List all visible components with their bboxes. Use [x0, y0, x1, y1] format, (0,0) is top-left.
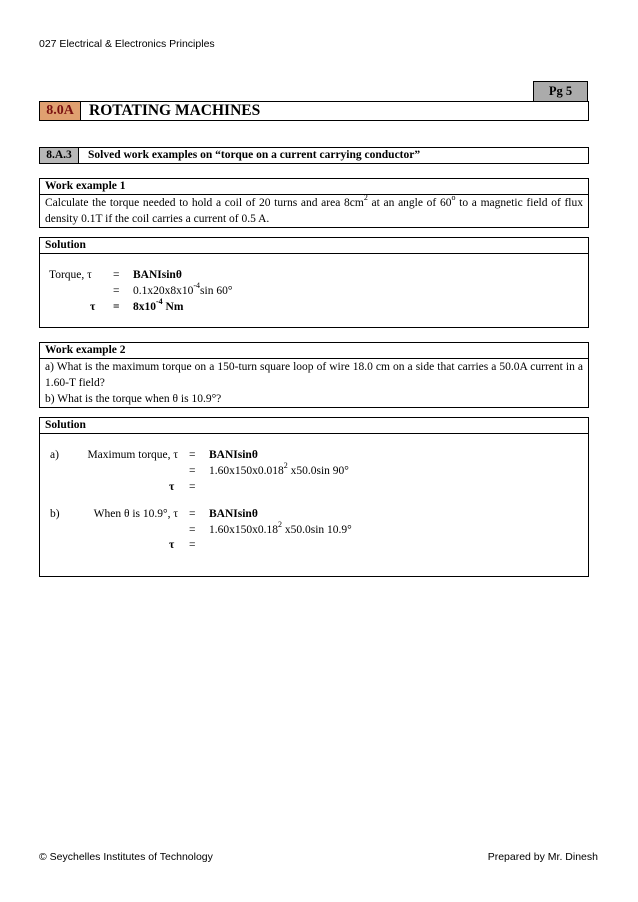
angle-torque-label: When θ is 10.9°, τ [93, 508, 178, 520]
part-b-label: b) [50, 508, 60, 520]
substitution: 1.60x150x0.18$^2$ x50.0sin 10.9° [209, 520, 352, 536]
formula: BANIsinθ [133, 269, 182, 281]
page-number-badge: Pg 5 [533, 81, 588, 102]
formula: BANIsinθ [209, 449, 258, 461]
footer-institution: © Seychelles Institutes of Technology [39, 851, 213, 863]
part-a-label: a) [50, 449, 59, 461]
substitution: $0.1x20x8x10^{-4}\sin$ 60° [133, 281, 233, 297]
tau-symbol: τ [90, 301, 96, 313]
equals-sign: = [113, 269, 120, 281]
solution-1-heading: Solution [40, 238, 588, 254]
equals-sign: = [189, 508, 196, 520]
work-example-2-part-b: b) What is the torque when θ is 10.9°? [45, 393, 222, 405]
subsection-number: 8.A.3 [40, 148, 79, 163]
equals-sign: = [113, 301, 120, 313]
tau-symbol: τ [169, 539, 175, 551]
result: $8x10^{-4}$ Nm [133, 297, 184, 313]
solution-2 [39, 417, 589, 577]
equals-sign: = [189, 481, 196, 493]
work-example-2 [39, 342, 589, 408]
equals-sign: = [189, 465, 196, 477]
work-example-2-part-a: a) What is the maximum torque on a 150-turn square loop of wire 18.0 cm on a side that carries a 50.0A current in a 1.60-T field? [45, 361, 583, 389]
subsection-heading [39, 147, 589, 164]
equals-sign: = [189, 539, 196, 551]
section-title: ROTATING MACHINES [89, 102, 261, 119]
section-heading [39, 101, 589, 121]
subsection-title: Solved work examples on “torque on a current carrying conductor” [88, 149, 421, 161]
work-example-1 [39, 178, 589, 228]
solution-2-heading: Solution [40, 418, 588, 434]
work-example-2-heading: Work example 2 [40, 343, 588, 359]
equals-sign: = [189, 449, 196, 461]
equals-sign: = [113, 285, 120, 297]
tau-symbol: τ [169, 481, 175, 493]
maximum-torque-label: Maximum torque, τ [87, 449, 178, 461]
work-example-1-text: Calculate the torque needed to hold a coil of 20 turns and area $8cm^2$ at an angle of 60$^o$ to a magnetic field of flux density 0.1T if the coil carries a current of 0.5 A. [45, 193, 584, 225]
equals-sign: = [189, 524, 196, 536]
course-title: 027 Electrical & Electronics Principles [39, 38, 215, 50]
footer-author: Prepared by Mr. Dinesh [487, 851, 598, 863]
formula: BANIsinθ [209, 508, 258, 520]
torque-label: Torque, τ [49, 269, 92, 281]
substitution: 1.60x150x0.018$^2$ x50.0sin 90° [209, 461, 349, 477]
solution-1 [39, 237, 589, 328]
work-example-1-heading: Work example 1 [40, 179, 588, 195]
section-number: 8.0A [40, 102, 81, 120]
